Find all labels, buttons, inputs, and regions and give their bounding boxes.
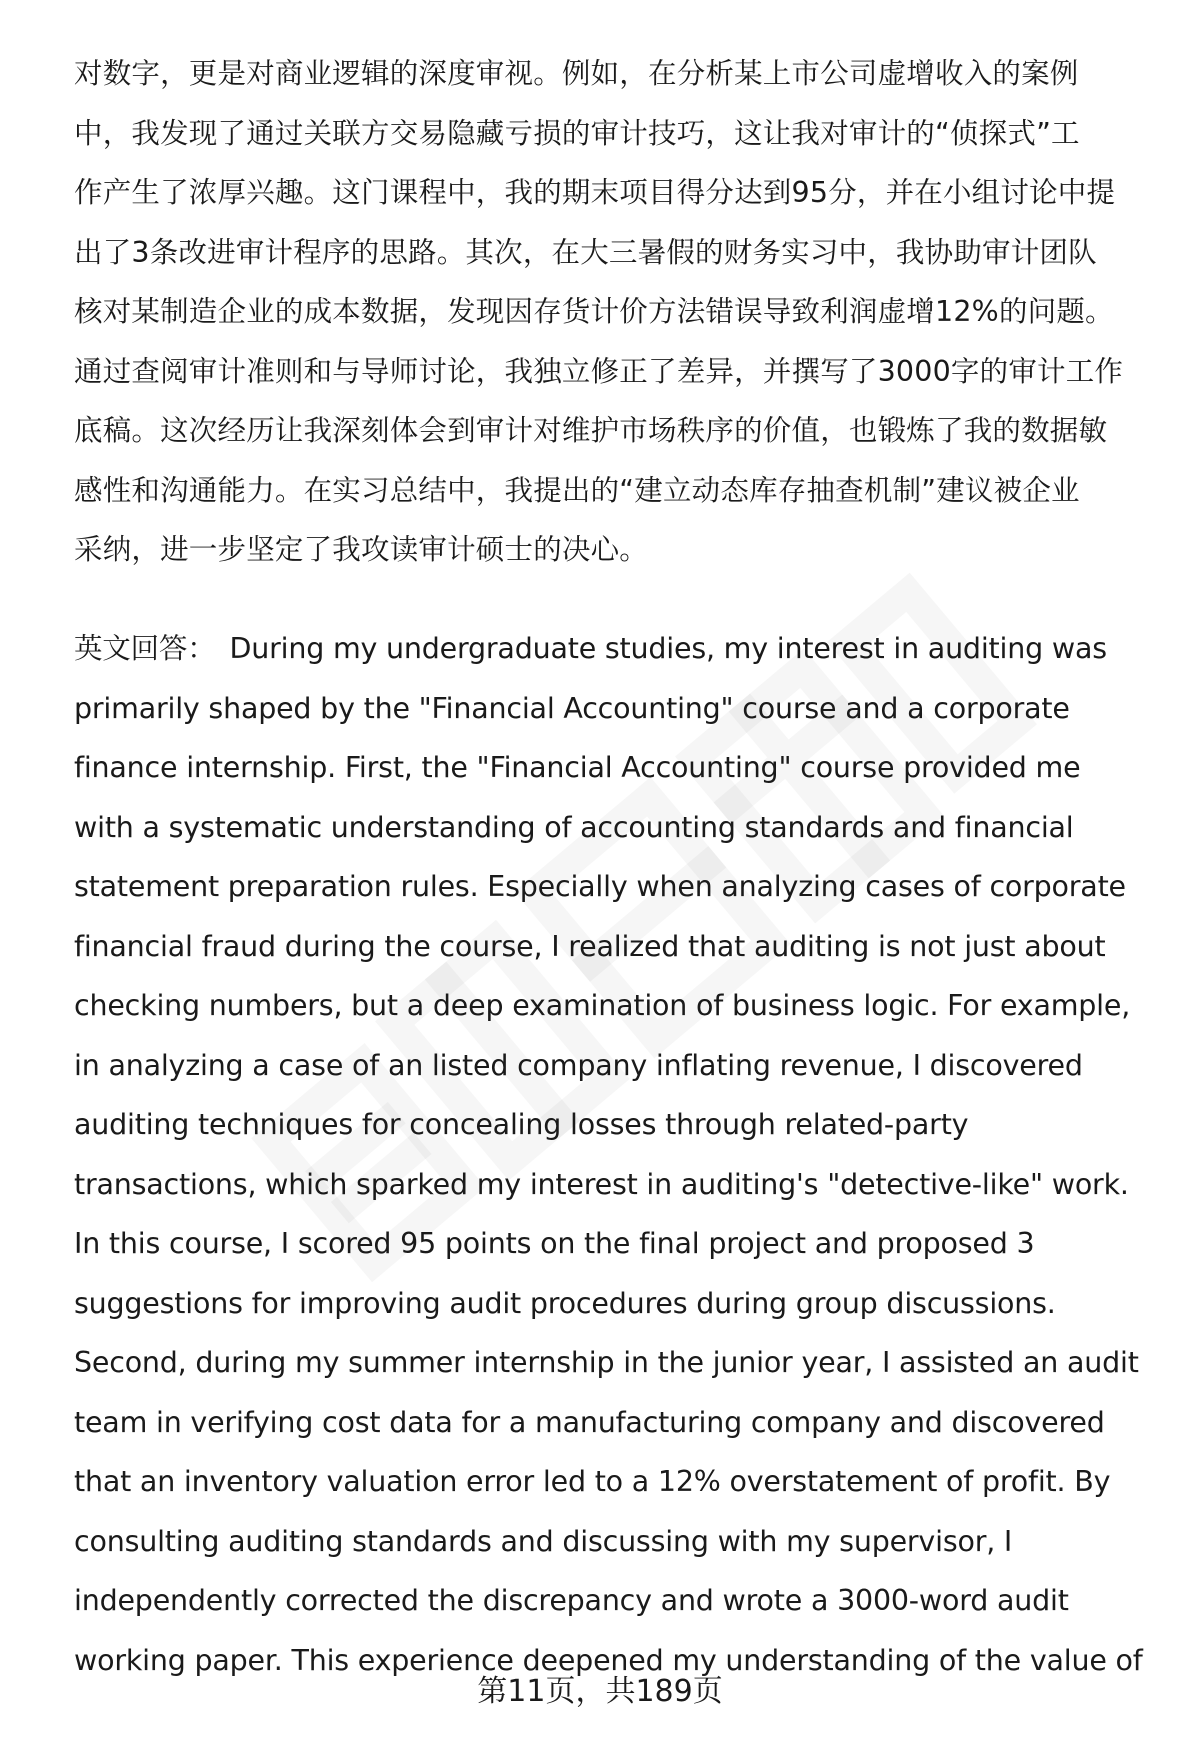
text-line: Second, during my summer internship in the junior year, I assisted an audit	[74, 1346, 1139, 1379]
text-line: transactions, which sparked my interest in auditing's "detective-like" work.	[74, 1167, 1129, 1201]
text-line: in analyzing a case of an listed company inflating revenue, I discovered	[74, 1048, 1083, 1082]
text-line: independently corrected the discrepancy and wrote a 3000-word audit	[74, 1584, 1069, 1617]
text-line: auditing techniques for concealing losses through related-party	[74, 1108, 969, 1141]
english-answer-first-line	[74, 619, 1154, 679]
page-number-footer: 第11页，共189页	[477, 1674, 723, 1709]
text-line: finance internship. First, the "Financial Accounting" course provided me	[74, 751, 1081, 784]
text-line: consulting auditing standards and discussing with my supervisor, I	[74, 1524, 1013, 1558]
text-line: 中，我发现了通过关联方交易隐藏亏损的审计技巧，这让我对审计的“侦探式”工	[74, 116, 1080, 150]
text-line: 对数字，更是对商业逻辑的深度审视。例如，在分析某上市公司虚增收入的案例	[74, 57, 1079, 90]
text-line: suggestions for improving audit procedures during group discussions.	[74, 1286, 1056, 1320]
text-line: statement preparation rules. Especially when analyzing cases of corporate	[74, 870, 1126, 903]
text-line: 底稿。这次经历让我深刻体会到审计对维护市场秩序的价值，也锻炼了我的数据敏	[74, 414, 1108, 447]
text-line: primarily shaped by the "Financial Accounting" course and a corporate	[74, 691, 1070, 725]
text-line: checking numbers, but a deep examination of business logic. For example,	[74, 989, 1131, 1022]
text-line: team in verifying cost data for a manufacturing company and discovered	[74, 1405, 1105, 1439]
text-line: financial fraud during the course, I realized that auditing is not just about	[74, 929, 1106, 963]
text-line: 通过查阅审计准则和与导师讨论，我独立修正了差异，并撰写了3000字的审计工作	[74, 354, 1124, 388]
text-line: 作产生了浓厚兴趣。这门课程中，我的期末项目得分达到95分，并在小组讨论中提	[74, 176, 1116, 209]
english-answer-label: 英文回答：	[74, 632, 216, 665]
text-line: During my undergraduate studies, my interest in auditing was	[229, 632, 1107, 665]
text-line: 感性和沟通能力。在实习总结中，我提出的“建立动态库存抽查机制”建议被企业	[74, 473, 1080, 507]
text-line: 采纳，进一步坚定了我攻读审计硕士的决心。	[74, 533, 649, 566]
text-line: 出了3条改进审计程序的思路。其次，在大三暑假的财务实习中，我协助审计团队	[74, 235, 1097, 269]
english-answer	[74, 619, 1154, 1690]
text-line: working paper. This experience deepened my understanding of the value of	[74, 1643, 1143, 1677]
chinese-paragraph	[74, 44, 1154, 580]
text-line: 核对某制造企业的成本数据，发现因存货计价方法错误导致利润虚增12%的问题。	[74, 295, 1114, 328]
text-line: with a systematic understanding of accounting standards and financial	[74, 810, 1074, 844]
text-line: In this course, I scored 95 points on the final project and proposed 3	[74, 1227, 1035, 1260]
text-line: that an inventory valuation error led to a 12% overstatement of profit. By	[74, 1465, 1111, 1498]
